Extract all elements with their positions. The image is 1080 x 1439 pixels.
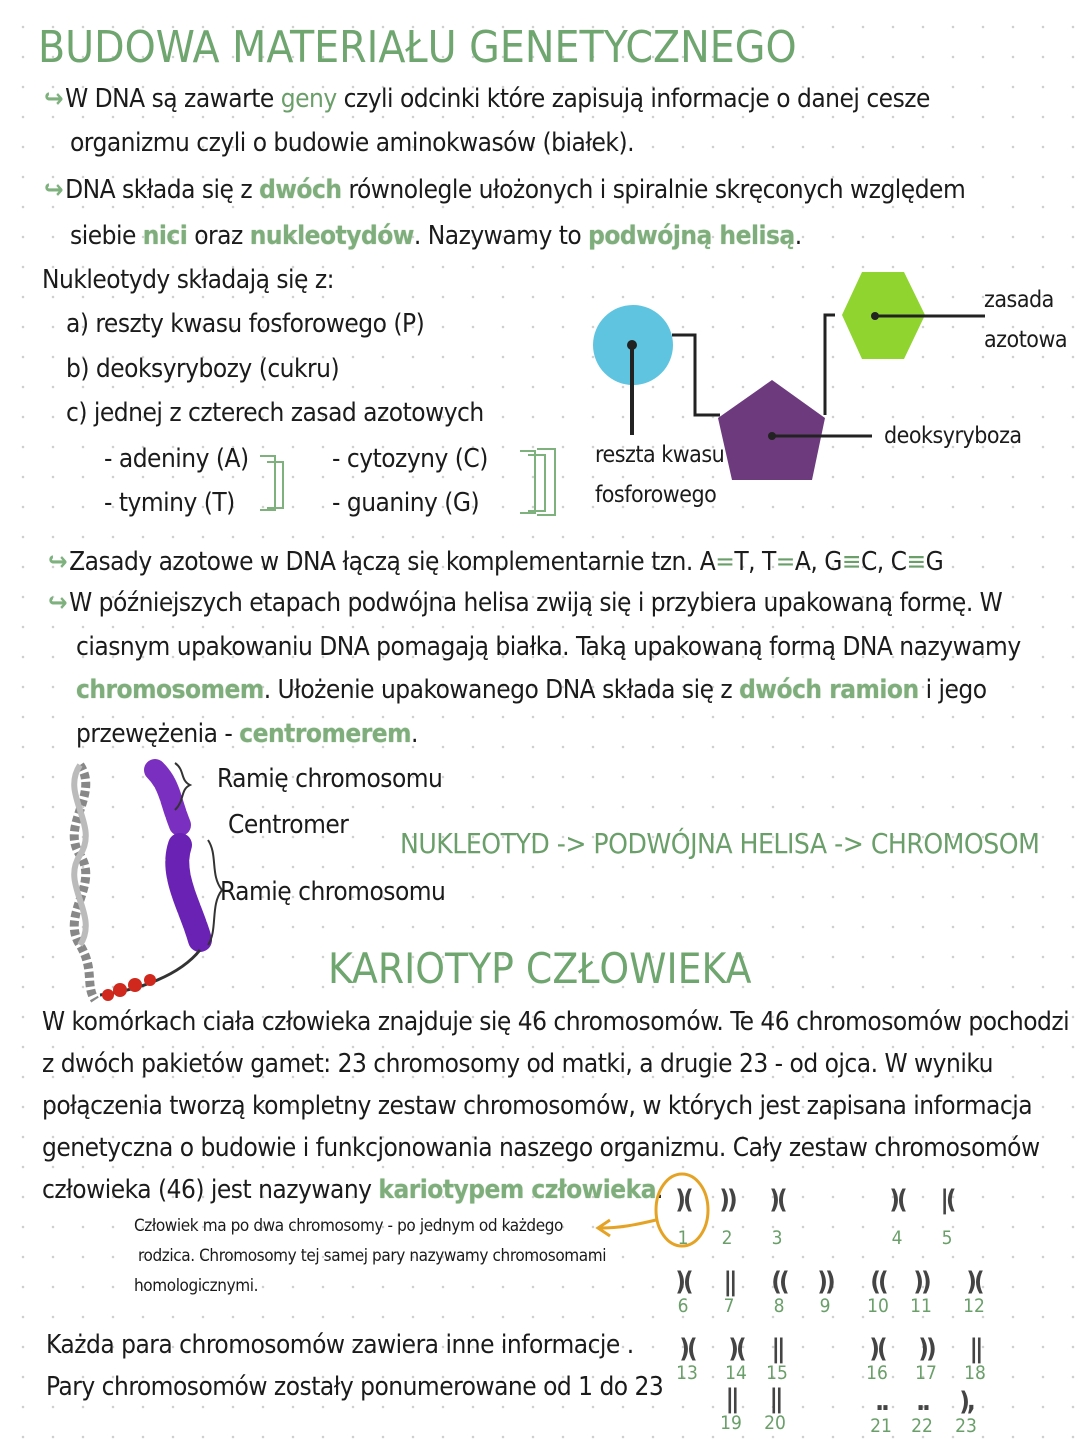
arm-label-bottom: Ramię chromosomu xyxy=(220,877,446,907)
pair-number: 6 xyxy=(677,1295,689,1317)
pair-number: 4 xyxy=(891,1227,903,1249)
arrow-icon: ↪ xyxy=(48,547,68,577)
sugar-pentagon xyxy=(718,380,825,480)
text-line xyxy=(44,177,965,203)
text-segment: c) jednej z czterech zasad azotowych xyxy=(66,398,484,428)
chromosome-pair-glyph: )( xyxy=(675,1185,691,1215)
note-line: Człowiek ma po dwa chromosomy - po jednym od każdego xyxy=(134,1216,563,1236)
highlighted-term: chromosomem xyxy=(76,675,264,705)
pair-number: 5 xyxy=(941,1227,953,1249)
base-label: zasada xyxy=(984,287,1054,313)
text-segment: organizmu czyli o budowie aminokwasów (białek). xyxy=(70,128,635,158)
chromosome-pair-glyph: )( xyxy=(889,1185,905,1215)
text-line xyxy=(104,490,235,516)
text-line xyxy=(42,1093,1032,1119)
text-segment: przewężenia - xyxy=(76,719,240,749)
pair-number: 20 xyxy=(764,1412,786,1434)
pair-number: 8 xyxy=(773,1295,785,1317)
text-segment: b) deoksyrybozy (cukru) xyxy=(66,354,340,384)
pair-number: 18 xyxy=(964,1362,986,1384)
text-line xyxy=(66,311,424,337)
text-line xyxy=(76,721,418,747)
text-segment: Zasady azotowe w DNA łączą się komplementarnie tzn. A xyxy=(69,547,716,577)
pair-number: 21 xyxy=(870,1415,892,1437)
chromosome-pair-glyph: (( xyxy=(771,1267,787,1297)
chromosome-pair-glyph: || xyxy=(725,1384,737,1414)
text-segment: - adeniny (A) xyxy=(104,444,249,474)
chromosome-pair-glyph: |( xyxy=(940,1185,954,1215)
arrow-icon: ↪ xyxy=(44,84,64,114)
bracket-decoration xyxy=(515,445,565,520)
chromosome-pair-glyph: )( xyxy=(728,1334,744,1364)
pair-number: 7 xyxy=(723,1295,735,1317)
text-line xyxy=(332,446,488,472)
pair-number: 2 xyxy=(721,1227,733,1249)
text-segment: siebie xyxy=(70,221,143,251)
text-segment: połączenia tworzą kompletny zestaw chromosomów, w których jest zapisana informacja xyxy=(42,1091,1033,1121)
highlighted-term: dwóch xyxy=(259,175,342,205)
chromosome-pair-glyph: || xyxy=(969,1334,981,1364)
text-line xyxy=(46,1374,663,1400)
pair-number: 11 xyxy=(910,1295,932,1317)
highlighted-term: nukleotydów xyxy=(249,221,414,251)
highlighted-term: centromerem xyxy=(239,719,412,749)
text-segment: ciasnym upakowaniu DNA pomagają białka. Taką upakowaną formą DNA nazywamy xyxy=(76,632,1021,662)
chromosome-illustration xyxy=(60,755,230,1010)
flow-text: NUKLEOTYD -> PODWÓJNA HELISA -> CHROMOSOM xyxy=(400,827,1040,860)
chromosome-pair-glyph: )) xyxy=(719,1185,735,1215)
chromosome-pair-glyph: (( xyxy=(870,1267,886,1297)
text-segment: i jego xyxy=(918,675,987,705)
text-segment: - cytozyny (C) xyxy=(332,444,488,474)
text-segment: człowieka (46) jest nazywany xyxy=(42,1175,379,1205)
highlighted-term: geny xyxy=(280,84,337,114)
text-line xyxy=(104,446,249,472)
chromosome-pair-glyph: || xyxy=(723,1267,735,1297)
text-line xyxy=(76,634,1021,660)
pair-number: 3 xyxy=(771,1227,783,1249)
text-segment: . xyxy=(655,1175,663,1205)
pair-number: 16 xyxy=(866,1362,888,1384)
text-segment: . Ułożenie upakowanego DNA składa się z xyxy=(263,675,740,705)
chromosome-pair-glyph: )) xyxy=(918,1334,934,1364)
text-line xyxy=(66,356,339,382)
text-segment: równolegle ułożonych i spiralnie skręconych względem xyxy=(341,175,966,205)
bracket-decoration xyxy=(255,448,295,518)
base-label-2: azotowa xyxy=(984,327,1068,353)
chromosome-pair-glyph: || xyxy=(771,1334,783,1364)
chromosome-pair-glyph: || xyxy=(769,1384,781,1414)
note-arrow xyxy=(590,1170,720,1260)
pair-number: 13 xyxy=(676,1362,698,1384)
phosphate-label-2: fosforowego xyxy=(595,482,717,508)
text-segment: genetyczna o budowie i funkcjonowania naszego organizmu. Cały zestaw chromosomów xyxy=(42,1133,1040,1163)
text-segment: a) reszty kwasu fosforowego (P) xyxy=(66,309,425,339)
arrow-icon: ↪ xyxy=(48,588,68,618)
phosphate-label: reszta kwasu xyxy=(595,442,725,468)
text-line xyxy=(42,1051,993,1077)
text-segment: A, G xyxy=(794,547,842,577)
highlighted-term: ≡ xyxy=(906,547,926,577)
arm-label-top: Ramię chromosomu xyxy=(217,764,443,794)
pair-number: 14 xyxy=(725,1362,747,1384)
chromosome-pair-glyph: )) xyxy=(913,1267,929,1297)
karyotype-title: KARIOTYP CZŁOWIEKA xyxy=(328,944,752,993)
text-segment: G xyxy=(925,547,944,577)
pair-number: 12 xyxy=(963,1295,985,1317)
text-segment: . xyxy=(411,719,418,749)
chromosome-pair-glyph: ), xyxy=(959,1387,973,1417)
chromosome-pair-glyph: .. xyxy=(875,1387,887,1417)
text-line xyxy=(48,549,943,575)
text-segment: Pary chromosomów zostały ponumerowane od 1 do 23 xyxy=(46,1372,664,1402)
text-segment: W późniejszych etapach podwójna helisa zwiją się i przybiera upakowaną formę. W xyxy=(69,588,1003,618)
centromere-label: Centromer xyxy=(228,810,349,840)
text-line xyxy=(66,400,484,426)
pair-number: 9 xyxy=(819,1295,831,1317)
pair-number: 19 xyxy=(720,1412,742,1434)
text-segment: oraz xyxy=(187,221,250,251)
text-segment: . Nazywamy to xyxy=(413,221,589,251)
text-line xyxy=(48,590,1002,616)
chromosome-pair-glyph: )) xyxy=(817,1267,833,1297)
chromosome-pair-glyph: .. xyxy=(916,1387,928,1417)
chromosome-pair-glyph: )( xyxy=(769,1185,785,1215)
highlighted-term: = xyxy=(775,547,795,577)
note-line: rodzica. Chromosomy tej samej pary nazywamy chromosomami xyxy=(138,1246,607,1266)
text-segment: W komórkach ciała człowieka znajduje się 46 chromosomów. Te 46 chromosomów pochodzi xyxy=(42,1007,1070,1037)
highlighted-term: podwójną helisą xyxy=(588,221,795,251)
text-line xyxy=(76,677,987,703)
text-segment: T, T xyxy=(734,547,776,577)
pair-number: 22 xyxy=(911,1415,933,1437)
highlighted-term: = xyxy=(715,547,735,577)
highlighted-term: kariotypem człowieka xyxy=(378,1175,656,1205)
chromosome-pair-glyph: )( xyxy=(679,1334,695,1364)
highlighted-term: ≡ xyxy=(841,547,861,577)
text-segment: C, C xyxy=(860,547,907,577)
chromosome-pair-glyph: )( xyxy=(966,1267,982,1297)
pair-number: 17 xyxy=(915,1362,937,1384)
text-segment: - guaniny (G) xyxy=(332,488,480,518)
text-line xyxy=(42,1135,1040,1161)
highlighted-term: nici xyxy=(142,221,188,251)
text-line xyxy=(42,1177,663,1203)
text-line xyxy=(70,223,802,249)
text-segment: z dwóch pakietów gamet: 23 chromosomy od matki, a drugie 23 - od ojca. W wyniku xyxy=(42,1049,993,1079)
text-segment: W DNA są zawarte xyxy=(65,84,281,114)
pair-number: 1 xyxy=(677,1227,689,1249)
text-line xyxy=(42,267,334,293)
pair-number: 15 xyxy=(766,1362,788,1384)
text-segment: - tyminy (T) xyxy=(104,488,235,518)
pair-number: 10 xyxy=(867,1295,889,1317)
text-line xyxy=(42,1009,1069,1035)
text-segment: Nukleotydy składają się z: xyxy=(42,265,335,295)
sugar-label: deoksyryboza xyxy=(884,423,1022,449)
text-line xyxy=(332,490,479,516)
text-line xyxy=(46,1332,634,1358)
page-title: BUDOWA MATERIAŁU GENETYCZNEGO xyxy=(38,22,797,73)
note-line: homologicznymi. xyxy=(134,1276,259,1296)
text-segment: DNA składa się z xyxy=(65,175,260,205)
text-segment: . xyxy=(794,221,802,251)
chromosome-pair-glyph: )( xyxy=(675,1267,691,1297)
text-line xyxy=(70,130,634,156)
arrow-icon: ↪ xyxy=(44,175,64,205)
text-segment: czyli odcinki które zapisują informacje o danej cesze xyxy=(336,84,930,114)
text-line xyxy=(44,86,930,112)
chromosome-pair-glyph: )( xyxy=(869,1334,885,1364)
text-segment: Każda para chromosomów zawiera inne informacje . xyxy=(46,1330,634,1360)
pair-number: 23 xyxy=(955,1415,977,1437)
highlighted-term: dwóch ramion xyxy=(739,675,919,705)
